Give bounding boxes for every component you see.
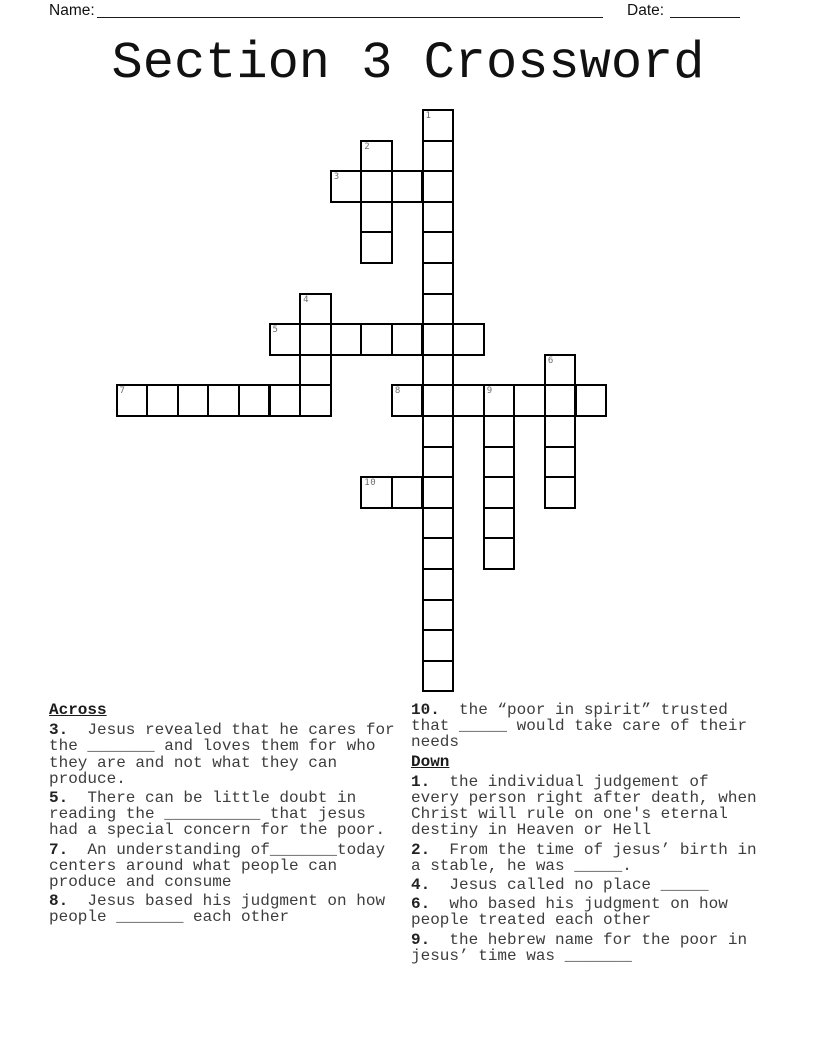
- grid-cell[interactable]: [422, 507, 455, 540]
- cell-number: 9: [486, 386, 493, 397]
- clue-down-1: [411, 774, 761, 839]
- cell-number: 4: [303, 294, 310, 305]
- grid-cell[interactable]: [299, 384, 332, 417]
- clue-down-4: [411, 877, 761, 893]
- grid-cell[interactable]: [422, 446, 455, 479]
- grid-cell[interactable]: [452, 384, 485, 417]
- grid-cell[interactable]: [360, 323, 393, 356]
- grid-cell[interactable]: [177, 384, 210, 417]
- grid-cell[interactable]: [422, 293, 455, 326]
- clue-number: 9.: [411, 930, 431, 949]
- grid-cell[interactable]: [422, 537, 455, 570]
- clue-number: 10.: [411, 701, 440, 719]
- grid-cell[interactable]: [116, 384, 149, 417]
- clue-text: who based his judgment on how people treated each other: [411, 895, 728, 930]
- cell-number: 6: [547, 355, 554, 366]
- grid-cell[interactable]: [422, 231, 455, 264]
- across-heading: Across: [49, 701, 107, 719]
- name-label: Name:: [49, 2, 95, 19]
- grid-cell[interactable]: [330, 170, 363, 203]
- grid-cell[interactable]: [422, 262, 455, 295]
- clue-across-8: [49, 893, 399, 925]
- clue-text: An understanding of_______today centers around what people can produce and consume: [49, 840, 386, 892]
- clue-down-9: [411, 932, 761, 964]
- grid-cell[interactable]: [422, 629, 455, 662]
- grid-cell[interactable]: [422, 476, 455, 509]
- grid-cell[interactable]: [483, 507, 516, 540]
- grid-cell[interactable]: [391, 476, 424, 509]
- cell-number: 3: [333, 172, 340, 183]
- clue-across-7: [49, 842, 399, 891]
- grid-cell[interactable]: [483, 384, 516, 417]
- grid-cell[interactable]: [422, 170, 455, 203]
- date-blank-line: [670, 0, 740, 18]
- grid-cell[interactable]: [360, 231, 393, 264]
- clue-text: Jesus called no place _____: [449, 876, 709, 895]
- grid-cell[interactable]: [422, 660, 455, 693]
- grid-cell[interactable]: [360, 140, 393, 173]
- clue-text: the hebrew name for the poor in jesus’ time was _______: [411, 930, 748, 965]
- clue-text: Jesus revealed that he cares for the _______ and loves them for who they are and not what they can produce.: [49, 721, 395, 788]
- grid-cell[interactable]: [422, 201, 455, 234]
- clue-text: From the time of jesus’ birth in a stable, he was _____.: [411, 840, 757, 875]
- clues-right-column: [411, 702, 761, 967]
- grid-cell[interactable]: [422, 140, 455, 173]
- date-label: Date:: [627, 2, 665, 19]
- grid-cell[interactable]: [544, 476, 577, 509]
- clue-text: the “poor in spirit” trusted that _____ would take care of their needs: [411, 701, 748, 752]
- clue-number: 1.: [411, 772, 431, 791]
- clue-down-6: [411, 896, 761, 928]
- grid-cell[interactable]: [483, 446, 516, 479]
- grid-cell[interactable]: [269, 323, 302, 356]
- grid-cell[interactable]: [391, 384, 424, 417]
- name-blank-line: [97, 0, 603, 18]
- grid-cell[interactable]: [422, 415, 455, 448]
- grid-cell[interactable]: [299, 293, 332, 326]
- cell-number: 8: [394, 386, 401, 397]
- clues-left-column: [49, 702, 399, 929]
- grid-cell[interactable]: [360, 170, 393, 203]
- grid-cell[interactable]: [544, 415, 577, 448]
- clue-text: Jesus based his judgment on how people _______ each other: [49, 892, 386, 927]
- clue-text: the individual judgement of every person right after death, when Christ will rule on one's eternal destiny in Heaven or Hell: [411, 772, 757, 840]
- grid-cell[interactable]: [422, 354, 455, 387]
- grid-cell[interactable]: [452, 323, 485, 356]
- clue-number: 6.: [411, 895, 431, 914]
- clue-text: There can be little doubt in reading the __________ that jesus had a special concern for the poor.: [49, 789, 386, 840]
- grid-cell[interactable]: [513, 384, 546, 417]
- clue-down-2: [411, 842, 761, 874]
- clue-across-3: [49, 722, 399, 787]
- grid-cell[interactable]: [330, 323, 363, 356]
- clue-number: 5.: [49, 789, 69, 808]
- grid-cell[interactable]: [207, 384, 240, 417]
- grid-cell[interactable]: [299, 323, 332, 356]
- grid-cell[interactable]: [422, 599, 455, 632]
- down-heading: Down: [411, 752, 450, 771]
- grid-cell[interactable]: [360, 201, 393, 234]
- grid-cell[interactable]: [575, 384, 608, 417]
- grid-cell[interactable]: [238, 384, 271, 417]
- clue-across-5: [49, 790, 399, 839]
- grid-cell[interactable]: [422, 323, 455, 356]
- cell-number: 10: [364, 478, 377, 489]
- clue-number: 4.: [411, 876, 431, 895]
- clue-number: 7.: [49, 840, 69, 859]
- grid-cell[interactable]: [146, 384, 179, 417]
- grid-cell[interactable]: [544, 384, 577, 417]
- clue-number: 3.: [49, 721, 69, 740]
- grid-cell[interactable]: [544, 354, 577, 387]
- cell-number: 2: [364, 141, 371, 152]
- clue-number: 2.: [411, 840, 431, 859]
- grid-cell[interactable]: [483, 537, 516, 570]
- grid-cell[interactable]: [544, 446, 577, 479]
- grid-cell[interactable]: [422, 109, 455, 142]
- clue-number: 8.: [49, 892, 69, 911]
- grid-cell[interactable]: [360, 476, 393, 509]
- grid-cell[interactable]: [391, 170, 424, 203]
- grid-cell[interactable]: [269, 384, 302, 417]
- grid-cell[interactable]: [422, 384, 455, 417]
- grid-cell[interactable]: [483, 476, 516, 509]
- page-title: Section 3 Crossword: [111, 34, 705, 93]
- clue-across-10: [411, 702, 761, 751]
- grid-cell[interactable]: [391, 323, 424, 356]
- grid-cell[interactable]: [299, 354, 332, 387]
- cell-number: 1: [425, 111, 432, 121]
- grid-cell[interactable]: [422, 568, 455, 601]
- cell-number: 5: [272, 325, 279, 336]
- cell-number: 7: [119, 386, 126, 397]
- grid-cell[interactable]: [483, 415, 516, 448]
